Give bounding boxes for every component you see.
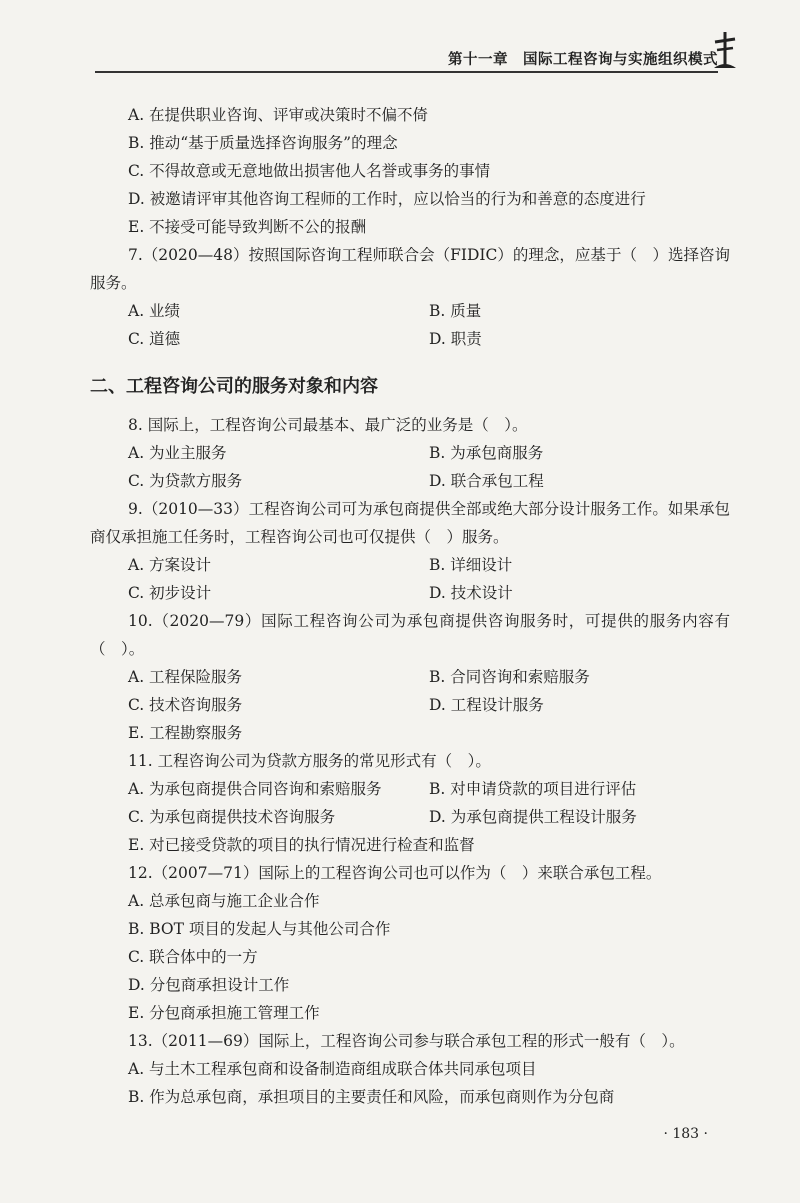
option-row <box>90 663 730 691</box>
option-text: C. 不得故意或无意地做出损害他人名誉或事务的事情 <box>128 162 491 180</box>
option-text: D. 联合承包工程 <box>429 472 544 490</box>
option-text: A. 在提供职业咨询、评审或决策时不偏不倚 <box>128 106 429 124</box>
option-text: C. 为承包商提供技术咨询服务 <box>128 808 336 826</box>
option-text: E. 分包商承担施工管理工作 <box>128 1004 320 1022</box>
option-text: C. 道德 <box>128 330 181 348</box>
option-text: B. 详细设计 <box>429 556 513 574</box>
option-text: D. 为承包商提供工程设计服务 <box>429 808 637 826</box>
option-text: B. 质量 <box>429 302 482 320</box>
option-text: E. 工程勘察服务 <box>128 724 243 742</box>
option-text: E. 对已接受贷款的项目的执行情况进行检查和监督 <box>128 836 475 854</box>
question-text: 13.（2011—69）国际上，工程咨询公司参与联合承包工程的形式一般有（ ）。 <box>128 1032 685 1050</box>
option-text: D. 职责 <box>429 330 482 348</box>
option-row <box>90 551 730 579</box>
option-text: C. 技术咨询服务 <box>128 696 243 714</box>
option-row <box>90 467 730 495</box>
question-list <box>90 101 730 1111</box>
option-text: B. 对申请贷款的项目进行评估 <box>429 780 637 798</box>
section-heading: 二、工程咨询公司的服务对象和内容 <box>90 376 378 397</box>
page-header <box>95 38 740 74</box>
question-text: 8. 国际上，工程咨询公司最基本、最广泛的业务是（ ）。 <box>128 416 528 434</box>
option-text: D. 被邀请评审其他咨询工程师的工作时，应以恰当的行为和善意的态度进行 <box>128 190 646 208</box>
option-text: C. 联合体中的一方 <box>128 948 258 966</box>
question-text: 10.（2020—79）国际工程咨询公司为承包商提供咨询服务时，可提供的服务内容有（ ）。 <box>90 612 730 658</box>
option-text: B. 作为总承包商，承担项目的主要责任和风险，而承包商则作为分包商 <box>128 1088 615 1106</box>
option-text: D. 工程设计服务 <box>429 696 544 714</box>
option-text: C. 为贷款方服务 <box>128 472 243 490</box>
option-text: A. 为业主服务 <box>128 444 227 462</box>
header-rule <box>95 71 718 73</box>
option-text: A. 为承包商提供合同咨询和索赔服务 <box>128 780 382 798</box>
option-row <box>90 579 730 607</box>
option-text: A. 总承包商与施工企业合作 <box>128 892 320 910</box>
option-row <box>90 803 730 831</box>
question-text: 7.（2020—48）按照国际咨询工程师联合会（FIDIC）的理念，应基于（ ）选择咨询服务。 <box>90 246 730 292</box>
chapter-title: 第十一章 国际工程咨询与实施组织模式 <box>448 52 718 68</box>
option-text: A. 与土木工程承包商和设备制造商组成联合体共同承包项目 <box>128 1060 537 1078</box>
option-row <box>90 775 730 803</box>
tree-emblem-icon <box>710 30 740 70</box>
option-text: C. 初步设计 <box>128 584 212 602</box>
option-text: A. 方案设计 <box>128 556 212 574</box>
option-text: D. 技术设计 <box>429 584 513 602</box>
question-text: 11. 工程咨询公司为贷款方服务的常见形式有（ ）。 <box>128 752 491 770</box>
option-row <box>90 325 730 353</box>
option-row <box>90 439 730 467</box>
option-text: A. 业绩 <box>128 302 181 320</box>
option-text: B. 合同咨询和索赔服务 <box>429 668 590 686</box>
question-text: 9.（2010—33）工程咨询公司可为承包商提供全部或绝大部分设计服务工作。如果承包商仅承担施工任务时，工程咨询公司也可仅提供（ ）服务。 <box>90 500 730 546</box>
option-text: E. 不接受可能导致判断不公的报酬 <box>128 218 367 236</box>
option-text: B. BOT 项目的发起人与其他公司合作 <box>128 920 391 938</box>
option-row <box>90 691 730 719</box>
option-text: B. 推动“基于质量选择咨询服务”的理念 <box>128 134 398 152</box>
option-text: D. 分包商承担设计工作 <box>128 976 290 994</box>
option-text: A. 工程保险服务 <box>128 668 243 686</box>
question-text: 12.（2007—71）国际上的工程咨询公司也可以作为（ ）来联合承包工程。 <box>128 864 662 882</box>
option-row <box>90 297 730 325</box>
option-text: B. 为承包商服务 <box>429 444 544 462</box>
page-number: · 183 · <box>663 1126 708 1142</box>
